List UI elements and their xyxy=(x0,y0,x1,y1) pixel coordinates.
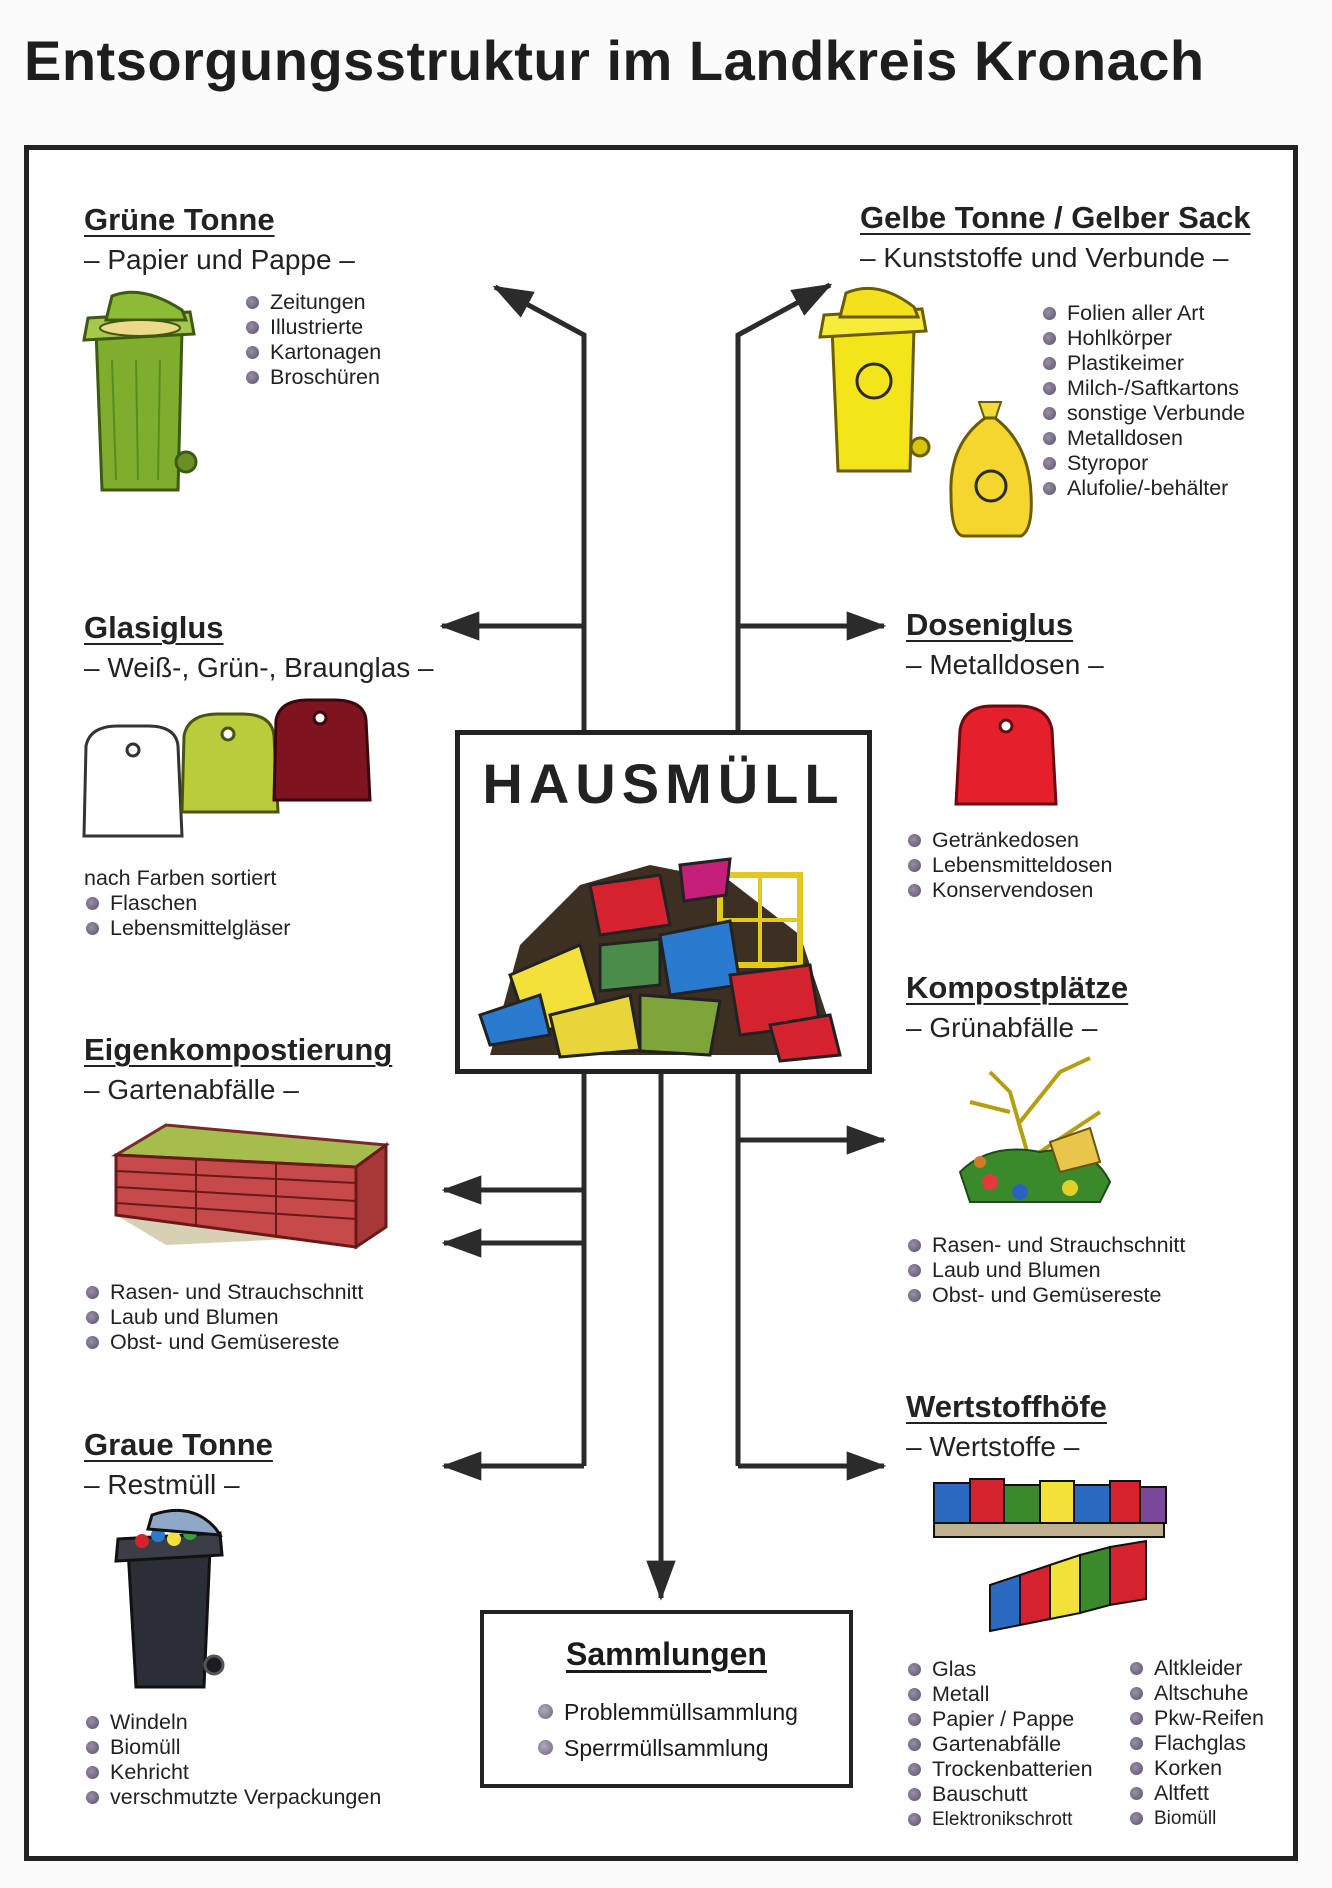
section-graue-tonne xyxy=(84,1427,273,1501)
gelbe-tonne-subtitle: – Kunststoffe und Verbunde – xyxy=(860,242,1229,273)
waste-pile-icon xyxy=(470,825,860,1065)
gelbe-tonne-title: Gelbe Tonne / Gelber Sack xyxy=(860,200,1251,235)
list-item: Broschüren xyxy=(244,365,381,390)
graue-tonne-subtitle: – Restmüll – xyxy=(84,1469,240,1500)
list-item: Obst- und Gemüsereste xyxy=(906,1283,1185,1308)
list-item: Getränkedosen xyxy=(906,828,1112,853)
list-item: Biomüll xyxy=(1128,1806,1264,1831)
list-item: Glas xyxy=(906,1657,1093,1682)
doseniglus-title: Doseniglus xyxy=(906,607,1074,642)
list-item: Rasen- und Strauchschnitt xyxy=(906,1233,1185,1258)
eigenkompostierung-title: Eigenkompostierung xyxy=(84,1032,393,1067)
kompostplaetze-subtitle: – Grünabfälle – xyxy=(906,1012,1098,1043)
glasiglus-title: Glasiglus xyxy=(84,610,224,645)
section-eigenkompostierung xyxy=(84,1032,392,1106)
list-item: Konservendosen xyxy=(906,878,1112,903)
gruene-tonne-subtitle: – Papier und Pappe – xyxy=(84,244,355,275)
list-item: Korken xyxy=(1128,1756,1264,1781)
hausmuell-box xyxy=(455,730,872,1074)
gelbe-tonne-list xyxy=(1041,301,1245,501)
section-gelbe-tonne xyxy=(860,200,1251,274)
list-item: Bauschutt xyxy=(906,1782,1093,1807)
list-item: Gartenabfälle xyxy=(906,1732,1093,1757)
list-item: Obst- und Gemüsereste xyxy=(84,1330,363,1355)
gruene-tonne-list xyxy=(244,290,381,390)
hausmuell-title: HAUSMÜLL xyxy=(482,752,845,815)
eigenkompostierung-list xyxy=(84,1280,363,1355)
list-item: Flaschen xyxy=(84,891,290,916)
glass-igloo-icon xyxy=(78,696,378,846)
list-item: Windeln xyxy=(84,1710,381,1735)
list-item: Sperrmüllsammlung xyxy=(534,1730,798,1766)
section-wertstoffhoefe xyxy=(906,1389,1107,1463)
section-gruene-tonne xyxy=(84,202,355,276)
wertstoffhoefe-title: Wertstoffhöfe xyxy=(906,1389,1107,1424)
list-item: Altfett xyxy=(1128,1781,1264,1806)
list-item: Lebensmitteldosen xyxy=(906,853,1112,878)
green-waste-icon xyxy=(950,1052,1120,1212)
list-item: Alufolie/-behälter xyxy=(1041,476,1245,501)
wertstoffhoefe-list-left xyxy=(906,1657,1093,1832)
list-item: Kehricht xyxy=(84,1760,381,1785)
list-item: Metalldosen xyxy=(1041,426,1245,451)
can-igloo-icon xyxy=(952,700,1060,810)
wertstoffhoefe-list-right xyxy=(1128,1656,1264,1831)
list-item: Folien aller Art xyxy=(1041,301,1245,326)
glasiglus-note: nach Farben sortiert xyxy=(84,866,277,890)
yellow-bin-icon xyxy=(818,285,936,480)
list-item: Problemmüllsammlung xyxy=(534,1694,798,1730)
list-item: Pkw-Reifen xyxy=(1128,1706,1264,1731)
list-item: Hohlkörper xyxy=(1041,326,1245,351)
grey-bin-icon xyxy=(112,1505,230,1695)
list-item: Altkleider xyxy=(1128,1656,1264,1681)
section-doseniglus xyxy=(906,607,1104,681)
list-item: Illustrierte xyxy=(244,315,381,340)
graue-tonne-title: Graue Tonne xyxy=(84,1427,273,1462)
list-item: Zeitungen xyxy=(244,290,381,315)
list-item: Papier / Pappe xyxy=(906,1707,1093,1732)
sammlungen-box xyxy=(480,1610,853,1788)
list-item: Biomüll xyxy=(84,1735,381,1760)
list-item: Trockenbatterien xyxy=(906,1757,1093,1782)
list-item: Kartonagen xyxy=(244,340,381,365)
list-item: Flachglas xyxy=(1128,1731,1264,1756)
kompostplaetze-list xyxy=(906,1233,1185,1308)
yellow-sack-icon xyxy=(945,398,1035,540)
recycling-containers-icon xyxy=(930,1475,1170,1635)
arrow-gelbe-tonne xyxy=(738,285,830,730)
green-bin-icon xyxy=(82,290,202,500)
gruene-tonne-title: Grüne Tonne xyxy=(84,202,275,237)
list-item: Styropor xyxy=(1041,451,1245,476)
section-glasiglus xyxy=(84,610,434,684)
list-item: Metall xyxy=(906,1682,1093,1707)
arrow-gruene-tonne xyxy=(495,287,584,730)
list-item: sonstige Verbunde xyxy=(1041,401,1245,426)
list-item: Altschuhe xyxy=(1128,1681,1264,1706)
list-item: Lebensmittelgläser xyxy=(84,916,290,941)
page-title: Entsorgungsstruktur im Landkreis Kronach xyxy=(24,29,1205,92)
list-item: verschmutzte Verpackungen xyxy=(84,1785,381,1810)
list-item: Laub und Blumen xyxy=(906,1258,1185,1283)
wertstoffhoefe-subtitle: – Wertstoffe – xyxy=(906,1431,1080,1462)
list-item: Laub und Blumen xyxy=(84,1305,363,1330)
compost-bin-icon xyxy=(106,1115,396,1255)
sammlungen-title: Sammlungen xyxy=(566,1636,767,1672)
list-item: Plastikeimer xyxy=(1041,351,1245,376)
list-item: Elektronikschrott xyxy=(906,1807,1093,1832)
sammlungen-list xyxy=(534,1694,798,1766)
doseniglus-list xyxy=(906,828,1112,903)
list-item: Milch-/Saftkartons xyxy=(1041,376,1245,401)
glasiglus-list xyxy=(84,891,290,941)
kompostplaetze-title: Kompostplätze xyxy=(906,970,1129,1005)
doseniglus-subtitle: – Metalldosen – xyxy=(906,649,1104,680)
section-kompostplaetze xyxy=(906,970,1128,1044)
glasiglus-subtitle: – Weiß-, Grün-, Braunglas – xyxy=(84,652,434,683)
eigenkompostierung-subtitle: – Gartenabfälle – xyxy=(84,1074,299,1105)
list-item: Rasen- und Strauchschnitt xyxy=(84,1280,363,1305)
graue-tonne-list xyxy=(84,1710,381,1810)
